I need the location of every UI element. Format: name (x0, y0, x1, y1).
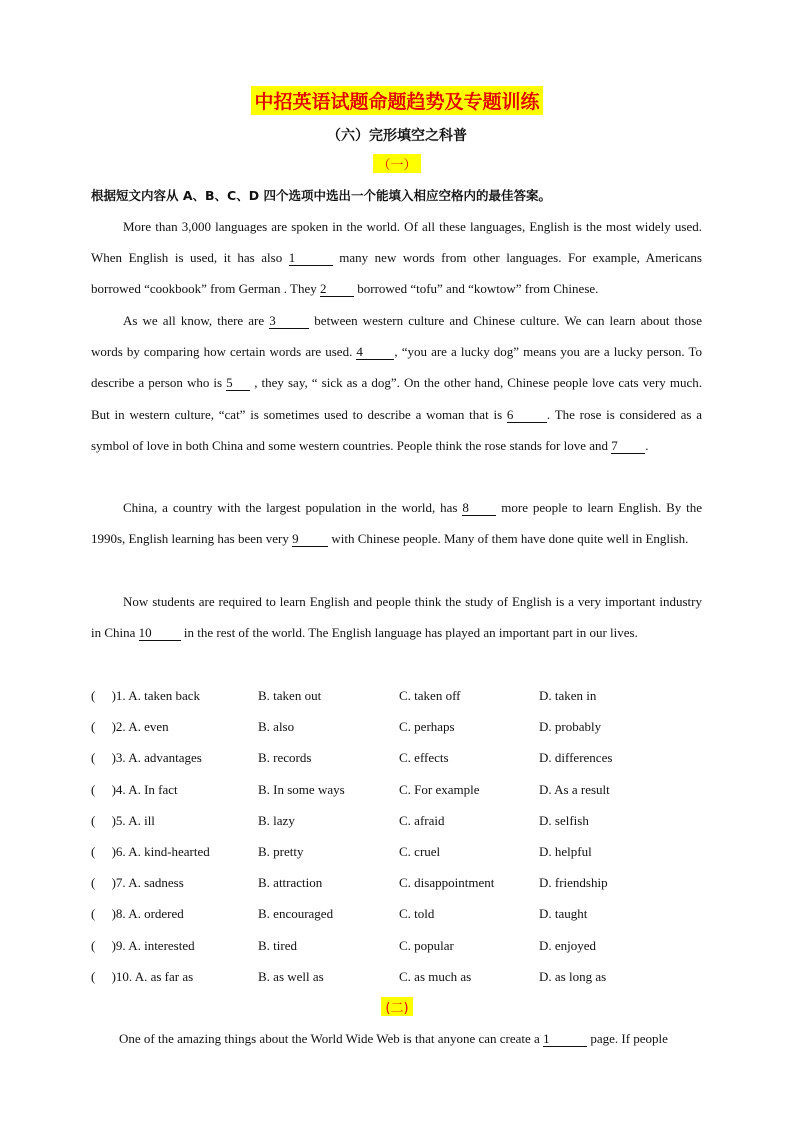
option-a: ( )7. A. sadness (91, 875, 184, 891)
section-1-heading: （一） (373, 154, 420, 173)
option-a: ( )2. A. even (91, 719, 169, 735)
option-b: B. as well as (258, 968, 324, 984)
p1-text-1: More than 3,000 languages are spoken in the world. Of all these languages, English is the most widely used. When English is used, it has also (91, 219, 702, 266)
p4-text-2: in the rest of the world. The English language has played an important part in our lives. (180, 625, 638, 641)
p3-text-2: more people to learn English. By the 1990s, English learning has been very (91, 500, 703, 547)
p2-text-3: , “you are a lucky dog” means you are a lucky person. To describe a person who is (91, 344, 702, 391)
section-2-heading-container (0, 997, 794, 1017)
option-c: C. afraid (399, 812, 445, 828)
page-title: 中招英语试题命题趋势及专题训练 (251, 86, 542, 115)
question-row (91, 805, 711, 836)
option-b: B. attraction (258, 875, 323, 891)
option-a: ( )8. A. ordered (91, 906, 184, 922)
blank-6: 6 (507, 407, 547, 423)
option-a: ( )9. A. interested (91, 937, 195, 953)
option-d: D. selfish (539, 812, 589, 828)
p2-text-4: , they say, “ sick as a dog”. On the other hand, Chinese people love cats very much. But in western culture, “cat” is sometimes used to describe a woman that is (91, 375, 702, 422)
question-row (91, 961, 711, 992)
question-row (91, 898, 711, 929)
blank-7: 7 (611, 438, 645, 454)
question-row (91, 930, 711, 961)
option-a: ( )6. A. kind-hearted (91, 843, 210, 859)
p2-text-6: . (645, 437, 649, 453)
option-b: B. lazy (258, 812, 295, 828)
passage1-paragraph-3 (91, 492, 702, 554)
blank-10: 10 (139, 625, 181, 641)
option-d: D. enjoyed (539, 937, 597, 953)
title-container (0, 86, 794, 115)
blank-2: 2 (320, 281, 354, 297)
option-d: D. probably (539, 719, 602, 735)
section-1-heading-container (0, 154, 794, 174)
s2-text-1: One of the amazing things about the World Wide Web is that anyone can create a (119, 1031, 544, 1046)
option-d: D. helpful (539, 843, 592, 859)
blank-4: 4 (356, 344, 394, 360)
option-c: C. effects (399, 750, 449, 766)
option-a: ( )5. A. ill (91, 812, 155, 828)
option-a: ( )10. A. as far as (91, 968, 194, 984)
p3-text-1: China, a country with the largest population in the world, has (123, 500, 463, 515)
question-row (91, 680, 711, 711)
p1-text-3: borrowed “tofu” and “kowtow” from Chinese. (354, 281, 599, 297)
section-2-heading: (二) (381, 997, 412, 1016)
p4-text-1: Now students are required to learn English and people think the study of English is a very important industry in China (91, 594, 702, 641)
option-b: B. also (258, 719, 295, 735)
p1-text-2: many new words from other languages. For example, Americans borrowed “cookbook” from German . They (91, 250, 702, 297)
option-a: ( )3. A. advantages (91, 750, 202, 766)
p2-text-2: between western culture and Chinese culture. We can learn about those words by comparing how certain words are used. (91, 313, 703, 360)
option-b: B. taken out (258, 688, 322, 703)
option-c: C. cruel (399, 843, 441, 859)
option-c: C. For example (399, 781, 480, 797)
question-row (91, 867, 711, 898)
s2-blank-1: 1 (543, 1031, 587, 1047)
option-c: C. told (399, 906, 435, 922)
question-row (91, 711, 711, 742)
p2-text-5: . The rose is considered as a symbol of love in both China and some western countries. People think the rose stands for love and (91, 406, 703, 453)
s2-text-2: page. If people (587, 1031, 668, 1046)
question-options (91, 680, 711, 992)
passage1-paragraph-4 (91, 586, 702, 648)
option-d: D. As a result (539, 781, 610, 797)
passage2-paragraph-1 (91, 1023, 702, 1054)
question-row (91, 742, 711, 773)
option-a: ( )4. A. In fact (91, 781, 178, 797)
blank-9: 9 (292, 531, 328, 547)
passage1-paragraph-2 (91, 305, 702, 461)
option-c: C. perhaps (399, 719, 455, 735)
question-row (91, 836, 711, 867)
blank-1: 1 (289, 250, 333, 266)
option-b: B. records (258, 750, 312, 766)
option-d: D. taken in (539, 688, 597, 703)
option-b: B. encouraged (258, 906, 334, 922)
p3-text-3: with Chinese people. Many of them have done quite well in English. (328, 531, 689, 547)
option-d: D. friendship (539, 875, 608, 891)
option-c: C. disappointment (399, 875, 495, 891)
passage1-paragraph-1 (91, 211, 702, 305)
option-d: D. differences (539, 750, 613, 766)
blank-8: 8 (462, 500, 496, 516)
p2-text-1: As we all know, there are (123, 313, 270, 328)
instruction-text: 根据短文内容从 A、B、C、D 四个选项中选出一个能填入相应空格内的最佳答案。 (91, 188, 551, 203)
option-b: B. In some ways (258, 781, 345, 797)
option-b: B. tired (258, 937, 297, 953)
blank-3: 3 (269, 313, 309, 329)
option-c: C. as much as (399, 968, 472, 984)
option-d: D. as long as (539, 968, 607, 984)
page-subtitle: （六）完形填空之科普 (327, 128, 467, 144)
option-c: C. taken off (399, 688, 461, 703)
question-row (91, 774, 711, 805)
option-a: ( )1. A. taken back (91, 688, 201, 703)
blank-5: 5 (226, 375, 250, 391)
option-c: C. popular (399, 937, 454, 953)
option-d: D. taught (539, 906, 588, 922)
option-b: B. pretty (258, 843, 304, 859)
